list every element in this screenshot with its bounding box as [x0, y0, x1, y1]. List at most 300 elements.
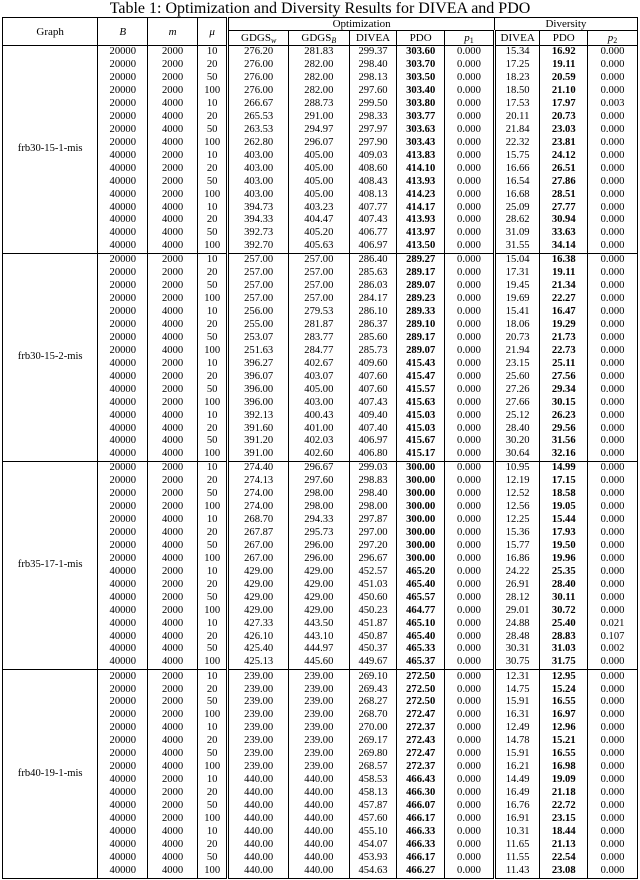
cell-divea-opt: 457.87 — [349, 799, 397, 812]
cell-mu: 10 — [198, 825, 228, 838]
cell-divea-div: 18.06 — [494, 319, 540, 332]
cell-divea-div: 30.64 — [494, 448, 540, 462]
cell-pdo-opt: 465.40 — [397, 630, 445, 643]
cell-divea-div: 14.78 — [494, 735, 540, 748]
cell-m: 2000 — [148, 396, 198, 409]
cell-mu: 100 — [198, 501, 228, 514]
cell-p2: 0.000 — [588, 111, 638, 124]
cell-pdo-div: 31.56 — [540, 435, 588, 448]
cell-mu: 50 — [198, 332, 228, 345]
cell-pdo-div: 26.51 — [540, 162, 588, 175]
cell-pdo-opt: 413.93 — [397, 214, 445, 227]
cell-divea-opt: 408.60 — [349, 162, 397, 175]
cell-gdgs-b: 429.00 — [289, 604, 350, 617]
cell-b: 40000 — [98, 201, 148, 214]
cell-gdgs-w: 267.87 — [228, 527, 289, 540]
cell-b: 40000 — [98, 604, 148, 617]
cell-gdgs-w: 255.00 — [228, 319, 289, 332]
cell-gdgs-w: 403.00 — [228, 188, 289, 201]
cell-gdgs-b: 257.00 — [289, 280, 350, 293]
cell-divea-div: 15.34 — [494, 46, 540, 60]
graph-name-cell: frb30-15-1-mis — [3, 46, 98, 254]
table-row — [3, 240, 638, 254]
cell-b: 40000 — [98, 150, 148, 163]
cell-divea-opt: 458.53 — [349, 774, 397, 787]
cell-pdo-opt: 272.43 — [397, 735, 445, 748]
cell-pdo-div: 28.51 — [540, 188, 588, 201]
cell-p2: 0.000 — [588, 825, 638, 838]
cell-pdo-div: 24.12 — [540, 150, 588, 163]
cell-divea-div: 24.88 — [494, 617, 540, 630]
cell-p1: 0.000 — [445, 825, 495, 838]
cell-divea-opt: 454.63 — [349, 864, 397, 878]
cell-m: 4000 — [148, 435, 198, 448]
cell-divea-div: 11.43 — [494, 864, 540, 878]
cell-mu: 10 — [198, 254, 228, 268]
cell-b: 20000 — [98, 501, 148, 514]
cell-m: 2000 — [148, 670, 198, 684]
cell-gdgs-b: 239.00 — [289, 722, 350, 735]
cell-pdo-div: 17.97 — [540, 98, 588, 111]
cell-p2: 0.000 — [588, 162, 638, 175]
cell-mu: 10 — [198, 150, 228, 163]
cell-gdgs-w: 440.00 — [228, 812, 289, 825]
cell-p1: 0.000 — [445, 46, 495, 60]
table-row — [3, 630, 638, 643]
cell-divea-div: 17.31 — [494, 267, 540, 280]
table-row — [3, 254, 638, 268]
cell-gdgs-w: 427.33 — [228, 617, 289, 630]
cell-gdgs-b: 239.00 — [289, 696, 350, 709]
cell-m: 2000 — [148, 604, 198, 617]
cell-divea-opt: 268.57 — [349, 761, 397, 774]
cell-divea-div: 30.20 — [494, 435, 540, 448]
cell-b: 20000 — [98, 98, 148, 111]
cell-gdgs-b: 405.00 — [289, 383, 350, 396]
cell-divea-div: 15.41 — [494, 306, 540, 319]
cell-m: 2000 — [148, 188, 198, 201]
cell-p1: 0.000 — [445, 851, 495, 864]
cell-p2: 0.000 — [588, 72, 638, 85]
table-row — [3, 214, 638, 227]
cell-pdo-opt: 415.57 — [397, 383, 445, 396]
cell-gdgs-b: 282.00 — [289, 72, 350, 85]
cell-pdo-opt: 300.00 — [397, 501, 445, 514]
cell-p1: 0.000 — [445, 774, 495, 787]
table-row — [3, 319, 638, 332]
cell-pdo-opt: 465.37 — [397, 656, 445, 670]
cell-p2: 0.000 — [588, 214, 638, 227]
cell-divea-div: 17.53 — [494, 98, 540, 111]
cell-pdo-opt: 414.17 — [397, 201, 445, 214]
cell-divea-div: 22.32 — [494, 137, 540, 150]
cell-p1: 0.000 — [445, 864, 495, 878]
cell-pdo-opt: 300.00 — [397, 514, 445, 527]
cell-p2: 0.000 — [588, 696, 638, 709]
cell-divea-opt: 407.60 — [349, 383, 397, 396]
cell-p2: 0.000 — [588, 604, 638, 617]
cell-b: 40000 — [98, 787, 148, 800]
cell-gdgs-b: 404.47 — [289, 214, 350, 227]
cell-divea-div: 12.19 — [494, 475, 540, 488]
cell-pdo-div: 33.63 — [540, 227, 588, 240]
table-row — [3, 345, 638, 358]
cell-pdo-div: 22.27 — [540, 293, 588, 306]
cell-gdgs-b: 291.00 — [289, 111, 350, 124]
cell-p2: 0.000 — [588, 514, 638, 527]
cell-divea-div: 12.56 — [494, 501, 540, 514]
cell-b: 20000 — [98, 345, 148, 358]
cell-divea-div: 28.48 — [494, 630, 540, 643]
cell-p1: 0.000 — [445, 137, 495, 150]
cell-gdgs-w: 425.13 — [228, 656, 289, 670]
cell-pdo-div: 15.21 — [540, 735, 588, 748]
table-row — [3, 98, 638, 111]
cell-pdo-div: 20.73 — [540, 111, 588, 124]
cell-divea-opt: 296.67 — [349, 553, 397, 566]
table-row — [3, 462, 638, 476]
cell-pdo-div: 17.15 — [540, 475, 588, 488]
cell-pdo-opt: 272.50 — [397, 670, 445, 684]
cell-pdo-opt: 414.10 — [397, 162, 445, 175]
cell-p2: 0.000 — [588, 201, 638, 214]
cell-p1: 0.000 — [445, 150, 495, 163]
cell-p1: 0.000 — [445, 240, 495, 254]
cell-gdgs-w: 440.00 — [228, 864, 289, 878]
cell-gdgs-b: 239.00 — [289, 735, 350, 748]
header-pdo-opt: PDO — [397, 31, 445, 46]
cell-p1: 0.000 — [445, 488, 495, 501]
cell-pdo-opt: 303.77 — [397, 111, 445, 124]
cell-gdgs-b: 440.00 — [289, 851, 350, 864]
table-row — [3, 604, 638, 617]
cell-pdo-div: 23.81 — [540, 137, 588, 150]
cell-divea-opt: 269.10 — [349, 670, 397, 684]
cell-p2: 0.000 — [588, 579, 638, 592]
cell-divea-opt: 299.50 — [349, 98, 397, 111]
cell-m: 4000 — [148, 761, 198, 774]
cell-divea-opt: 407.60 — [349, 370, 397, 383]
cell-divea-div: 21.94 — [494, 345, 540, 358]
cell-m: 2000 — [148, 383, 198, 396]
cell-m: 2000 — [148, 501, 198, 514]
cell-pdo-opt: 272.50 — [397, 696, 445, 709]
cell-divea-div: 16.68 — [494, 188, 540, 201]
cell-b: 20000 — [98, 267, 148, 280]
table-row — [3, 799, 638, 812]
cell-mu: 50 — [198, 280, 228, 293]
table-row — [3, 72, 638, 85]
cell-p2: 0.000 — [588, 774, 638, 787]
table-row — [3, 540, 638, 553]
cell-b: 20000 — [98, 254, 148, 268]
table-row — [3, 59, 638, 72]
cell-divea-opt: 268.27 — [349, 696, 397, 709]
cell-pdo-opt: 465.10 — [397, 617, 445, 630]
cell-mu: 10 — [198, 514, 228, 527]
cell-mu: 10 — [198, 722, 228, 735]
cell-divea-div: 28.62 — [494, 214, 540, 227]
cell-p1: 0.000 — [445, 358, 495, 371]
cell-p1: 0.000 — [445, 319, 495, 332]
cell-pdo-opt: 303.50 — [397, 72, 445, 85]
table-row — [3, 864, 638, 878]
cell-pdo-opt: 415.67 — [397, 435, 445, 448]
cell-gdgs-w: 392.70 — [228, 240, 289, 254]
cell-p1: 0.000 — [445, 409, 495, 422]
cell-gdgs-w: 239.00 — [228, 696, 289, 709]
cell-m: 2000 — [148, 488, 198, 501]
cell-b: 20000 — [98, 72, 148, 85]
cell-gdgs-w: 257.00 — [228, 254, 289, 268]
cell-p2: 0.000 — [588, 683, 638, 696]
graph-name-cell: frb40-19-1-mis — [3, 670, 98, 879]
cell-pdo-div: 30.72 — [540, 604, 588, 617]
cell-b: 40000 — [98, 227, 148, 240]
cell-divea-div: 16.31 — [494, 709, 540, 722]
cell-pdo-div: 29.56 — [540, 422, 588, 435]
cell-divea-opt: 409.40 — [349, 409, 397, 422]
cell-p1: 0.000 — [445, 85, 495, 98]
cell-divea-opt: 268.70 — [349, 709, 397, 722]
cell-m: 2000 — [148, 475, 198, 488]
cell-gdgs-w: 429.00 — [228, 591, 289, 604]
table-row — [3, 475, 638, 488]
cell-pdo-div: 26.23 — [540, 409, 588, 422]
cell-p1: 0.000 — [445, 566, 495, 579]
table-row — [3, 748, 638, 761]
header-divea-div: DIVEA — [494, 31, 540, 46]
cell-gdgs-w: 403.00 — [228, 150, 289, 163]
cell-divea-div: 15.36 — [494, 527, 540, 540]
cell-p2: 0.000 — [588, 670, 638, 684]
cell-gdgs-b: 440.00 — [289, 825, 350, 838]
cell-pdo-div: 12.96 — [540, 722, 588, 735]
cell-p1: 0.000 — [445, 630, 495, 643]
cell-pdo-opt: 272.47 — [397, 748, 445, 761]
cell-divea-div: 19.69 — [494, 293, 540, 306]
cell-p1: 0.000 — [445, 59, 495, 72]
table-row — [3, 579, 638, 592]
table-row — [3, 527, 638, 540]
table-row — [3, 306, 638, 319]
cell-b: 20000 — [98, 527, 148, 540]
table-row — [3, 787, 638, 800]
cell-m: 4000 — [148, 864, 198, 878]
cell-pdo-div: 16.55 — [540, 696, 588, 709]
table-row — [3, 137, 638, 150]
cell-m: 4000 — [148, 227, 198, 240]
cell-pdo-opt: 415.17 — [397, 448, 445, 462]
cell-pdo-div: 21.10 — [540, 85, 588, 98]
cell-gdgs-b: 444.97 — [289, 643, 350, 656]
cell-p1: 0.000 — [445, 527, 495, 540]
cell-m: 4000 — [148, 448, 198, 462]
cell-gdgs-b: 440.00 — [289, 774, 350, 787]
cell-pdo-opt: 466.17 — [397, 812, 445, 825]
cell-p2: 0.000 — [588, 799, 638, 812]
cell-mu: 50 — [198, 851, 228, 864]
cell-divea-div: 17.25 — [494, 59, 540, 72]
cell-gdgs-w: 257.00 — [228, 280, 289, 293]
cell-divea-div: 18.23 — [494, 72, 540, 85]
cell-divea-opt: 409.60 — [349, 358, 397, 371]
cell-m: 4000 — [148, 111, 198, 124]
cell-gdgs-w: 257.00 — [228, 293, 289, 306]
cell-divea-opt: 286.37 — [349, 319, 397, 332]
cell-pdo-div: 31.03 — [540, 643, 588, 656]
cell-divea-opt: 298.40 — [349, 59, 397, 72]
cell-pdo-opt: 415.03 — [397, 422, 445, 435]
results-table — [2, 17, 638, 879]
cell-divea-opt: 406.80 — [349, 448, 397, 462]
cell-gdgs-w: 274.00 — [228, 501, 289, 514]
cell-p2: 0.000 — [588, 267, 638, 280]
cell-m: 2000 — [148, 812, 198, 825]
cell-pdo-opt: 272.37 — [397, 761, 445, 774]
cell-mu: 10 — [198, 358, 228, 371]
cell-pdo-opt: 413.93 — [397, 175, 445, 188]
cell-gdgs-w: 274.00 — [228, 488, 289, 501]
cell-divea-div: 31.09 — [494, 227, 540, 240]
cell-gdgs-w: 276.00 — [228, 72, 289, 85]
cell-gdgs-w: 266.67 — [228, 98, 289, 111]
cell-mu: 10 — [198, 409, 228, 422]
cell-gdgs-w: 267.00 — [228, 540, 289, 553]
table-row — [3, 267, 638, 280]
cell-gdgs-b: 402.03 — [289, 435, 350, 448]
cell-mu: 20 — [198, 319, 228, 332]
cell-mu: 20 — [198, 579, 228, 592]
cell-b: 20000 — [98, 46, 148, 60]
cell-pdo-div: 25.35 — [540, 566, 588, 579]
cell-pdo-opt: 415.47 — [397, 370, 445, 383]
cell-divea-opt: 269.17 — [349, 735, 397, 748]
cell-gdgs-b: 283.77 — [289, 332, 350, 345]
cell-gdgs-w: 426.10 — [228, 630, 289, 643]
cell-b: 20000 — [98, 748, 148, 761]
table-row — [3, 370, 638, 383]
cell-pdo-div: 16.47 — [540, 306, 588, 319]
cell-p2: 0.000 — [588, 137, 638, 150]
cell-p1: 0.000 — [445, 462, 495, 476]
cell-m: 2000 — [148, 591, 198, 604]
cell-p2: 0.000 — [588, 124, 638, 137]
cell-m: 4000 — [148, 137, 198, 150]
table-row — [3, 851, 638, 864]
cell-gdgs-w: 429.00 — [228, 566, 289, 579]
cell-p2: 0.000 — [588, 761, 638, 774]
cell-gdgs-b: 239.00 — [289, 761, 350, 774]
cell-gdgs-b: 296.07 — [289, 137, 350, 150]
cell-divea-opt: 298.00 — [349, 501, 397, 514]
cell-divea-div: 28.40 — [494, 422, 540, 435]
cell-p2: 0.000 — [588, 722, 638, 735]
table-row — [3, 150, 638, 163]
table-row — [3, 409, 638, 422]
cell-divea-div: 19.45 — [494, 280, 540, 293]
cell-pdo-div: 29.34 — [540, 383, 588, 396]
cell-m: 2000 — [148, 175, 198, 188]
cell-gdgs-b: 445.60 — [289, 656, 350, 670]
cell-b: 20000 — [98, 332, 148, 345]
cell-p2: 0.000 — [588, 553, 638, 566]
cell-mu: 20 — [198, 162, 228, 175]
table-row — [3, 280, 638, 293]
cell-p1: 0.000 — [445, 696, 495, 709]
cell-divea-opt: 284.17 — [349, 293, 397, 306]
cell-p1: 0.000 — [445, 383, 495, 396]
cell-pdo-div: 16.98 — [540, 761, 588, 774]
table-row — [3, 591, 638, 604]
cell-p1: 0.000 — [445, 643, 495, 656]
header-divea-opt: DIVEA — [349, 31, 397, 46]
cell-divea-opt: 406.97 — [349, 240, 397, 254]
cell-gdgs-b: 405.63 — [289, 240, 350, 254]
cell-p1: 0.000 — [445, 540, 495, 553]
cell-divea-opt: 297.97 — [349, 124, 397, 137]
cell-mu: 100 — [198, 553, 228, 566]
cell-pdo-div: 23.03 — [540, 124, 588, 137]
cell-m: 2000 — [148, 462, 198, 476]
cell-m: 4000 — [148, 422, 198, 435]
cell-b: 40000 — [98, 214, 148, 227]
cell-m: 2000 — [148, 709, 198, 722]
cell-mu: 100 — [198, 293, 228, 306]
cell-pdo-opt: 413.83 — [397, 150, 445, 163]
cell-b: 40000 — [98, 422, 148, 435]
cell-p1: 0.000 — [445, 683, 495, 696]
cell-p2: 0.000 — [588, 540, 638, 553]
cell-b: 40000 — [98, 838, 148, 851]
cell-gdgs-b: 402.67 — [289, 358, 350, 371]
cell-m: 4000 — [148, 98, 198, 111]
cell-mu: 50 — [198, 748, 228, 761]
cell-divea-opt: 407.77 — [349, 201, 397, 214]
cell-p2: 0.000 — [588, 488, 638, 501]
cell-divea-opt: 458.13 — [349, 787, 397, 800]
table-row — [3, 201, 638, 214]
cell-mu: 20 — [198, 111, 228, 124]
cell-p1: 0.000 — [445, 422, 495, 435]
table-row — [3, 383, 638, 396]
table-row — [3, 435, 638, 448]
cell-pdo-opt: 303.40 — [397, 85, 445, 98]
cell-p2: 0.000 — [588, 709, 638, 722]
cell-gdgs-b: 440.00 — [289, 864, 350, 878]
cell-b: 20000 — [98, 761, 148, 774]
cell-pdo-opt: 415.43 — [397, 358, 445, 371]
cell-divea-div: 12.49 — [494, 722, 540, 735]
cell-b: 40000 — [98, 435, 148, 448]
cell-gdgs-b: 284.77 — [289, 345, 350, 358]
cell-mu: 20 — [198, 683, 228, 696]
cell-p2: 0.000 — [588, 435, 638, 448]
table-row — [3, 175, 638, 188]
cell-gdgs-w: 403.00 — [228, 162, 289, 175]
cell-divea-div: 15.77 — [494, 540, 540, 553]
cell-divea-div: 23.15 — [494, 358, 540, 371]
cell-b: 40000 — [98, 864, 148, 878]
cell-divea-opt: 450.87 — [349, 630, 397, 643]
cell-pdo-div: 19.50 — [540, 540, 588, 553]
cell-pdo-opt: 466.30 — [397, 787, 445, 800]
cell-pdo-opt: 466.43 — [397, 774, 445, 787]
cell-p2: 0.000 — [588, 851, 638, 864]
cell-m: 4000 — [148, 735, 198, 748]
cell-gdgs-w: 239.00 — [228, 670, 289, 684]
cell-pdo-opt: 465.57 — [397, 591, 445, 604]
